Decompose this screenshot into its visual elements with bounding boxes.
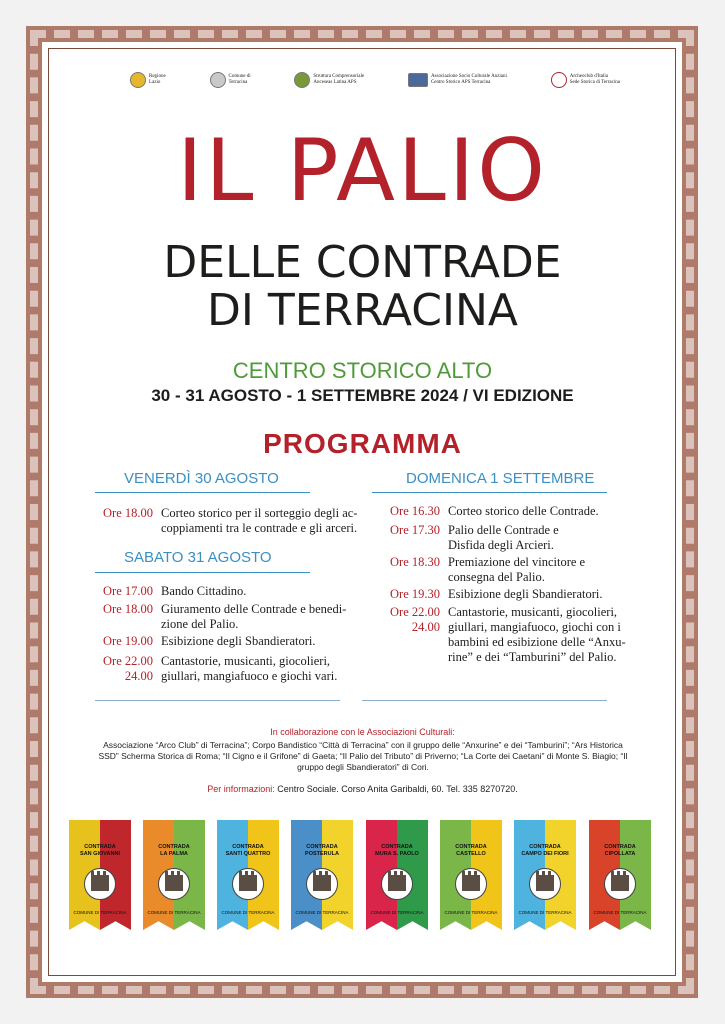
day-heading-sabato: SABATO 31 AGOSTO [124, 549, 272, 566]
castle-icon [388, 875, 406, 891]
banner-name: CONTRADA CASTELLO [455, 844, 487, 857]
castle-icon [536, 875, 554, 891]
sponsor-logos [130, 68, 620, 92]
event-time: Ore 22.00 24.00 [103, 654, 153, 683]
archeoclub-emblem-icon [551, 72, 567, 88]
event-description: Cantastorie, musicanti, giocolieri, giullari, mangiafuoco, giochi con i bambini ed esibizione delle “Anxu- rine” e dei “Tamburini” del Palio. [448, 605, 626, 664]
regione-lazio-emblem-icon [130, 72, 146, 88]
comune-terracina-logo [210, 72, 251, 88]
divider [95, 700, 340, 701]
event-time: Ore 19.00 [103, 634, 153, 648]
banner-comune: COMUNE DI TERRACINA [518, 910, 572, 915]
event-time: Ore 18.30 [390, 555, 440, 569]
logo-caption: Struttura Comprensoriale Anceseas Latina APS [313, 74, 365, 85]
event-description: Premiazione del vincitore e consegna del Palio. [448, 555, 586, 584]
subtitle-line-2: DI TERRACINA [207, 285, 518, 336]
banner-comune: COMUNE DI TERRACINA [221, 910, 275, 915]
banner-name: CONTRADA CAMPO DEI FIORI [521, 844, 569, 857]
banner-comune: COMUNE DI TERRACINA [444, 910, 498, 915]
contrada-banner [69, 820, 131, 945]
info-label: Per informazioni: [207, 784, 275, 794]
event-item [382, 555, 585, 585]
event-description: Corteo storico per il sorteggio degli ac- coppiamenti tra le contrade e gli arceri. [161, 506, 358, 535]
castle-icon [165, 875, 183, 891]
event-time: Ore 22.00 24.00 [390, 605, 440, 634]
event-description: Esibizione degli Sbandieratori. [448, 587, 603, 601]
logo-caption: Archeoclub d'Italia Sede Storica di Terracina [569, 74, 620, 85]
comune-crest-icon [210, 72, 226, 88]
banner-name: CONTRADA POSTERULA [305, 844, 339, 857]
event-description: Bando Cittadino. [161, 584, 247, 598]
contrada-banner [366, 820, 428, 945]
event-time: Ore 17.30 [390, 523, 440, 537]
divider [95, 492, 310, 493]
divider [362, 700, 607, 701]
castle-icon [313, 875, 331, 891]
event-item [382, 504, 599, 519]
event-description: Cantastorie, musicanti, giocolieri, giullari, mangiafuoco e giochi vari. [161, 654, 338, 683]
event-time: Ore 16.30 [390, 504, 440, 518]
main-title: IL PALIO [177, 121, 548, 221]
event-time: Ore 18.00 [103, 506, 153, 520]
banner-name: CONTRADA CIPOLLATA [604, 844, 636, 857]
event-item [382, 587, 602, 602]
struttura-emblem-icon [294, 72, 310, 88]
event-description: Palio delle Contrade e Disfida degli Arcieri. [448, 523, 559, 552]
event-item [382, 605, 626, 665]
event-time: Ore 19.30 [390, 587, 440, 601]
banner-comune: COMUNE DI TERRACINA [295, 910, 349, 915]
event-description: Esibizione degli Sbandieratori. [161, 634, 316, 648]
banner-name: CONTRADA MURA S. PAOLO [375, 844, 419, 857]
contrada-banner [217, 820, 279, 945]
event-description: Giuramento delle Contrade e benedi- zione del Palio. [161, 602, 347, 631]
event-item [95, 654, 337, 684]
event-item [382, 523, 559, 553]
collaboration-text: Associazione “Arco Club” di Terracina”; Corpo Bandistico “Città di Terracina” con il gruppo delle “Anxurine” e dei “Tamburini”; “Ars Historica SSD” Scherma Storica di Roma; “Il Cigno e il Grifone” di Gaeta; “Il Palio del Tributo” di Priverno; “La Corte dei Caetani” di Monte S. Biagio; “Il gruppo degli Sbandieratori” di Cori. [98, 740, 628, 772]
subtitle-line-1: DELLE CONTRADE [163, 237, 562, 288]
logo-caption: Regione Lazio [149, 74, 166, 85]
banner-name: CONTRADA LA PALMA [158, 844, 190, 857]
banner-name: CONTRADA SANTI QUATTRO [225, 844, 271, 857]
event-item [95, 584, 246, 599]
event-item [95, 602, 346, 632]
venue: CENTRO STORICO ALTO [232, 358, 493, 383]
contrada-banner [291, 820, 353, 945]
archeoclub-logo [551, 72, 620, 88]
castle-icon [239, 875, 257, 891]
info-contact: Centro Sociale. Corso Anita Garibaldi, 60. Tel. 335 8270720. [274, 784, 518, 794]
logo-caption: Associazione Socio Culturale Anziani Centro Storico APS Terracina [430, 74, 507, 85]
banner-name: CONTRADA SAN GIOVANNI [80, 844, 120, 857]
collaboration-heading: In collaborazione con le Associazioni Culturali: [270, 727, 455, 737]
contrada-banner [440, 820, 502, 945]
event-item [95, 506, 357, 536]
event-time: Ore 18.00 [103, 602, 153, 616]
logo-caption: Comune di Terracina [228, 74, 251, 85]
castle-icon [91, 875, 109, 891]
contrada-banner [514, 820, 576, 945]
struttura-logo [294, 72, 364, 88]
castle-icon [611, 875, 629, 891]
banner-comune: COMUNE DI TERRACINA [147, 910, 201, 915]
banner-comune: COMUNE DI TERRACINA [370, 910, 424, 915]
banner-comune: COMUNE DI TERRACINA [593, 910, 647, 915]
event-time: Ore 17.00 [103, 584, 153, 598]
associazione-logo [408, 73, 507, 87]
info-line [0, 784, 725, 794]
divider [372, 492, 607, 493]
associazione-photo-icon [408, 73, 428, 87]
day-heading-domenica: DOMENICA 1 SETTEMBRE [406, 470, 595, 487]
divider [95, 572, 310, 573]
banner-comune: COMUNE DI TERRACINA [73, 910, 127, 915]
programma-heading: PROGRAMMA [263, 428, 462, 459]
castle-icon [462, 875, 480, 891]
regione-lazio-logo [130, 72, 166, 88]
day-heading-venerdi: VENERDÌ 30 AGOSTO [124, 470, 279, 487]
event-description: Corteo storico delle Contrade. [448, 504, 599, 518]
event-item [95, 634, 315, 649]
event-dates: 30 - 31 AGOSTO - 1 SETTEMBRE 2024 / VI EDIZIONE [151, 386, 574, 405]
contrada-banner [143, 820, 205, 945]
contrada-banner [589, 820, 651, 945]
